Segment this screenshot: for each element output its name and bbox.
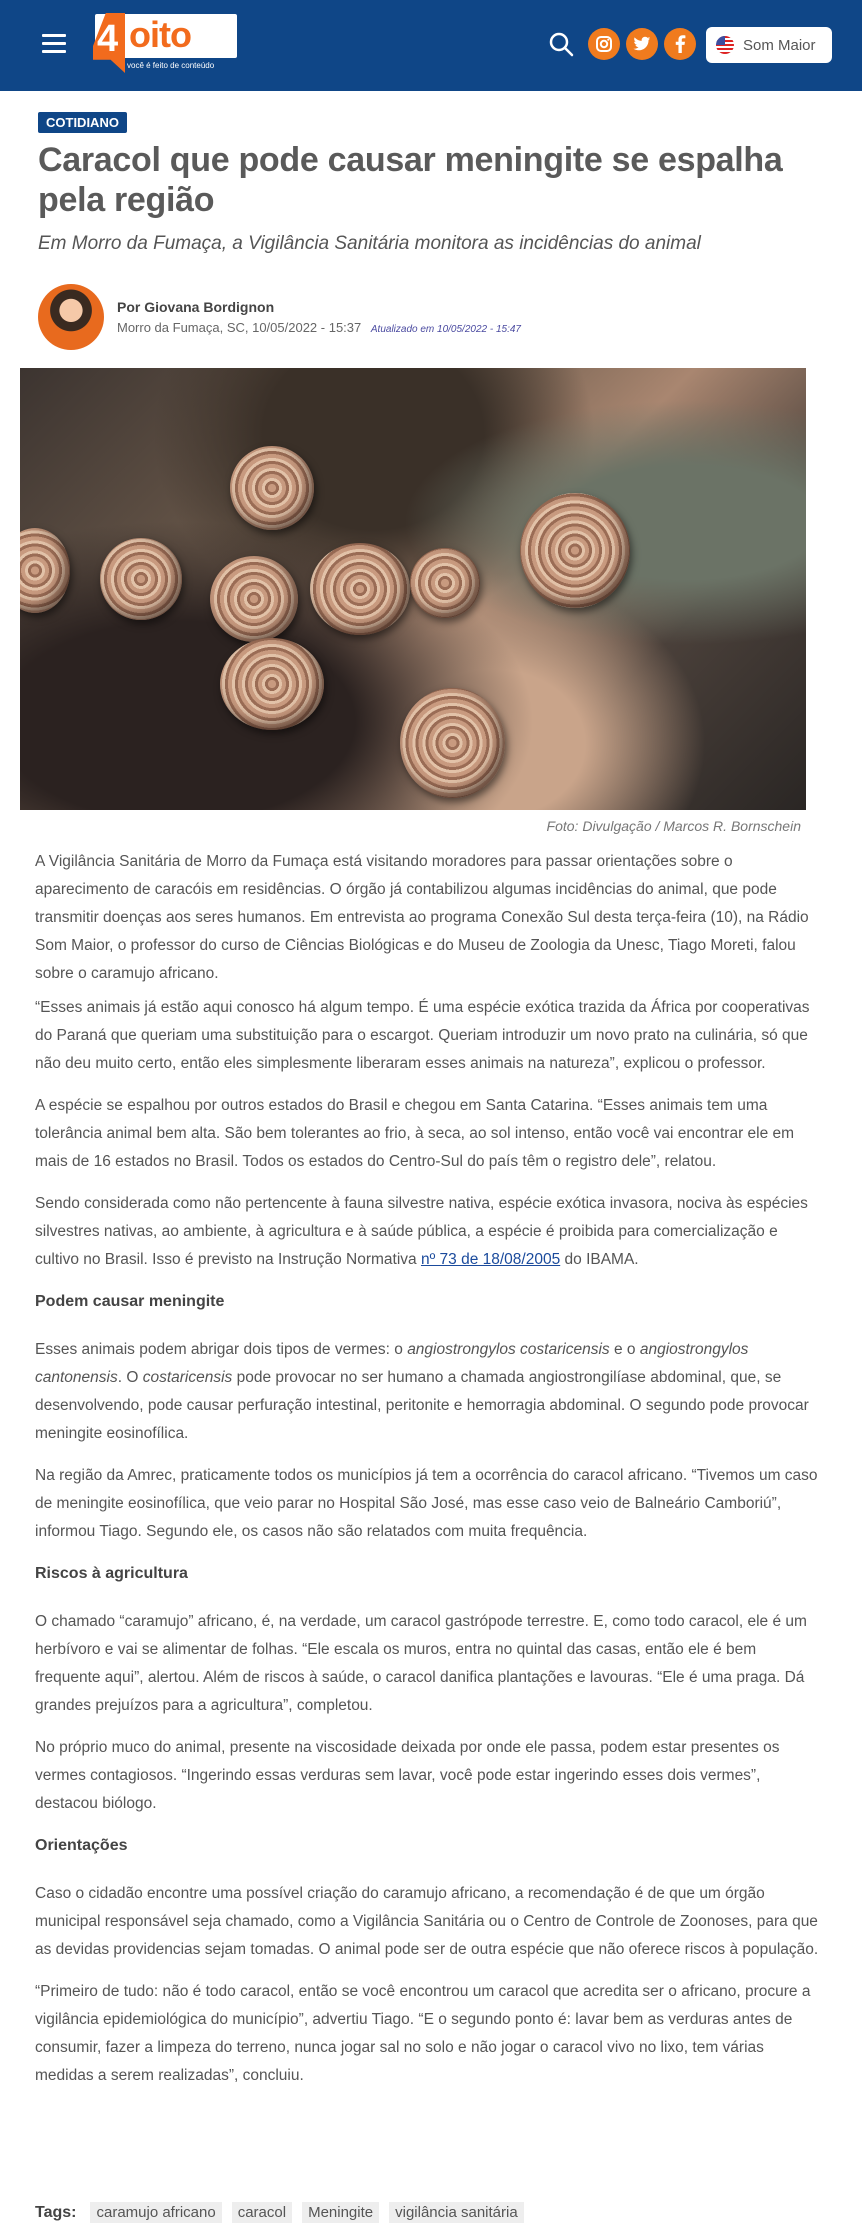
article-body [35,848,825,2104]
author-avatar [38,284,104,350]
paragraph-text: Esses animais podem abrigar dois tipos de vermes: o [35,1341,408,1358]
photo-caption: Foto: Divulgação / Marcos R. Bornschein [546,818,801,834]
paragraph-text: Sendo considerada como não pertencente à fauna silvestre nativa, espécie exótica invasora, nociva às espécies silvestres nativas, ao ambiente, à agricultura e à saúde pública, a espécie é proibida para comercialização e cultivo no Brasil. Isso é previsto na Instrução Normativa [35,1195,808,1268]
tag-link[interactable]: caramujo africano [90,2202,221,2223]
location-date: Morro da Fumaça, SC, 10/05/2022 - 15:37 [117,320,362,335]
instagram-icon[interactable] [588,28,620,60]
snail-shell [520,493,630,608]
site-header [0,0,862,91]
snail-shell [230,446,314,530]
paragraph: O chamado “caramujo” africano, é, na verdade, um caracol gastrópode terrestre. E, como todo caracol, ele é um herbívoro e vai se alimentar de folhas. “Ele escala os muros, entra no quintal das casas, então ele é bem frequente aqui”, alertou. Além de riscos à saúde, o caracol danifica plantações e lavouras. “Ele é uma praga. Dá grandes prejuízos para a agricultura”, completou. [35,1613,807,1714]
paragraph: “Esses animais já estão aqui conosco há algum tempo. É uma espécie exótica trazida da África por cooperativas do Paraná que queriam uma substituição para o escargot. Queriam introduzir um novo prato na culinária, só que não deu muito certo, então eles simplesmente liberaram esses animais na natureza”, explicou o professor. [35,999,810,1072]
section-heading: Podem causar meningite [35,1293,225,1310]
tags-label: Tags: [35,2203,77,2221]
updated-date: Atualizado em 10/05/2022 - 15:47 [370,324,521,335]
tag-link[interactable]: vigilância sanitária [389,2202,524,2223]
snail-shell [210,556,298,642]
logo-word: oito [129,14,191,55]
twitter-icon[interactable] [626,28,658,60]
paragraph [35,1190,825,1274]
flag-icon [716,36,734,54]
menu-icon[interactable] [42,34,66,54]
paragraph-text: . O [117,1369,143,1386]
tag-list [35,2202,524,2223]
article-subtitle: Em Morro da Fumaça, a Vigilância Sanitária monitora as incidências do animal [38,233,701,254]
paragraph [35,1336,825,1448]
paragraph: A espécie se espalhou por outros estados do Brasil e chegou em Santa Catarina. “Esses animais tem uma tolerância animal bem alta. São bem tolerantes ao frio, à seca, ao sol intenso, então você vai encontrar ele em mais de 16 estados no Brasil. Todos os estados do Centro-Sul do país têm o registro dele”, relatou. [35,1097,795,1170]
article-title: Caracol que pode causar meningite se espalha pela região [38,141,783,219]
logo-tagline: você é feito de conteúdo [127,61,215,70]
paragraph: Caso o cidadão encontre uma possível criação do caramujo africano, a recomendação é de que um órgão municipal responsável seja chamado, como a Vigilância Sanitária ou o Centro de Controle de Zoonoses, para que as devidas providencias sejam tomadas. O animal pode ser de outra espécie que não oferece riscos à população. [35,1885,819,1958]
paragraph: No próprio muco do animal, presente na viscosidade deixada por onde ele passa, podem estar presentes os vermes contagiosos. “Ingerindo essas verduras sem lavar, você pode estar ingerindo esses dois vermes”, destacou biólogo. [35,1739,780,1812]
paragraph-text: pode provocar no ser humano a chamada angiostrongilíase abdominal, que, se desenvolvendo, pode causar perfuração intestinal, peritonite e hemorragia abdominal. O segundo pode provocar meningite eosinofílica. [35,1369,809,1442]
logo-number: 4 [97,18,119,60]
site-logo[interactable] [95,14,237,76]
tag-link[interactable]: caracol [232,2202,292,2223]
radio-som-maior-button[interactable] [706,27,832,63]
snail-shell [400,688,505,798]
paragraph-text: e o [609,1341,640,1358]
search-icon[interactable] [548,31,574,57]
normative-link[interactable]: nº 73 de 18/08/2005 [420,1251,561,1268]
snail-shell [220,638,324,730]
radio-label: Som Maior [743,36,816,54]
paragraph-text: do IBAMA. [560,1251,639,1268]
snail-shell [310,543,410,635]
section-heading: Riscos à agricultura [35,1565,188,1582]
category-badge[interactable]: COTIDIANO [38,112,127,133]
facebook-icon[interactable] [664,28,696,60]
snail-shell [410,548,480,618]
article-photo [20,368,806,810]
paragraph: “Primeiro de tudo: não é todo caracol, então se você encontrou um caracol que acredita ser o africano, procure a vigilância epidemiológica do município”, advertiu Tiago. “E o segundo ponto é: lavar bem as verduras antes de consumir, fazer a limpeza do terreno, nunca jogar sal no solo e não jogar o caracol vivo no lixo, tem várias medidas a serem realizadas”, concluiu. [35,1983,811,2084]
snail-shell [100,538,182,620]
tag-link[interactable]: Meningite [302,2202,379,2223]
paragraph: A Vigilância Sanitária de Morro da Fumaça está visitando moradores para passar orientações sobre o aparecimento de caracóis em residências. O órgão já contabilizou algumas incidências do animal, que pode transmitir doenças aos seres humanos. Em entrevista ao programa Conexão Sul desta terça-feira (10), na Rádio Som Maior, o professor do curso de Ciências Biológicas e do Museu de Zoologia da Unesc, Tiago Moreti, falou sobre o caramujo africano. [35,853,809,982]
snail-shell [20,528,70,613]
paragraph: Na região da Amrec, praticamente todos os municípios já tem a ocorrência do caracol africano. “Tivemos um caso de meningite eosinofílica, que veio parar no Hospital São José, mas esse caso veio de Balneário Camboriú”, informou Tiago. Segundo ele, os casos não são relatados com muita frequência. [35,1467,818,1540]
author-name: Por Giovana Bordignon [117,299,275,315]
section-heading: Orientações [35,1837,128,1854]
species-name: costaricensis [142,1369,233,1386]
article-meta [117,320,521,335]
species-name: angiostrongylos cantonensis [35,1341,749,1386]
species-name: angiostrongylos costaricensis [407,1341,610,1358]
